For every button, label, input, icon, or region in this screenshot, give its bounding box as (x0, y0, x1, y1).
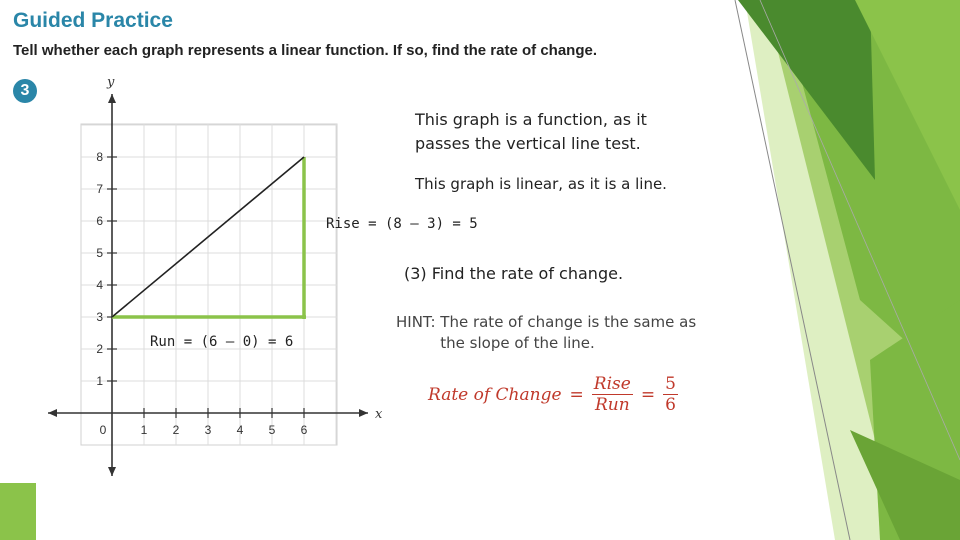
y-tick-label: 4 (96, 278, 103, 292)
y-tick-label: 8 (96, 150, 103, 164)
fraction-numerator-rise: Rise (593, 374, 631, 394)
function-test-note: This graph is a function, as it passes the vertical line test. (415, 110, 647, 153)
rise-over-run-fraction (592, 374, 633, 415)
linear-note: This graph is linear, as it is a line. (415, 175, 667, 193)
x-tick-label: 0 (99, 423, 107, 437)
hint-note (396, 312, 715, 354)
x-axis-arrow-right (359, 409, 368, 417)
hint-text: The rate of change is the same as the slope of the line. (440, 313, 697, 352)
y-tick-label: 3 (96, 310, 103, 324)
run-label: Run = (6 – 0) = 6 (150, 334, 294, 350)
y-tick-label: 6 (96, 214, 103, 228)
x-tick-label: 3 (204, 423, 212, 437)
y-axis-arrow-top (108, 94, 116, 103)
fraction-denominator-run: Run (594, 395, 630, 415)
y-tick-label: 1 (96, 374, 103, 388)
y-tick-label: 7 (96, 182, 103, 196)
hint-label: HINT: (396, 313, 436, 331)
x-tick-label: 5 (268, 423, 276, 437)
fraction-denominator-6: 6 (665, 395, 676, 415)
problem-number-badge: 3 (13, 79, 37, 103)
step-instruction: (3) Find the rate of change. (404, 264, 624, 283)
fraction-numerator-5: 5 (665, 374, 676, 394)
formula-equals-2: = (640, 384, 656, 405)
instruction-text: Tell whether each graph represents a linear function. If so, find the rate of change. (13, 42, 598, 59)
x-tick-label: 2 (172, 423, 180, 437)
y-tick-label: 2 (96, 342, 103, 356)
x-tick-label: 4 (236, 423, 244, 437)
x-tick-label: 1 (140, 423, 148, 437)
rate-of-change-formula (428, 374, 678, 415)
y-tick-label: 5 (96, 246, 103, 260)
y-axis-label: y (107, 75, 115, 90)
formula-equals-1: = (569, 384, 584, 405)
x-axis-label: x (375, 407, 383, 422)
x-tick-label: 6 (300, 423, 308, 437)
y-axis-arrow-bottom (108, 467, 116, 476)
rise-label: Rise = (8 – 3) = 5 (326, 216, 478, 232)
slide-title: Guided Practice (13, 9, 173, 32)
formula-lhs: Rate of Change (428, 384, 562, 405)
value-fraction (663, 374, 678, 415)
x-axis-arrow-left (48, 409, 57, 417)
